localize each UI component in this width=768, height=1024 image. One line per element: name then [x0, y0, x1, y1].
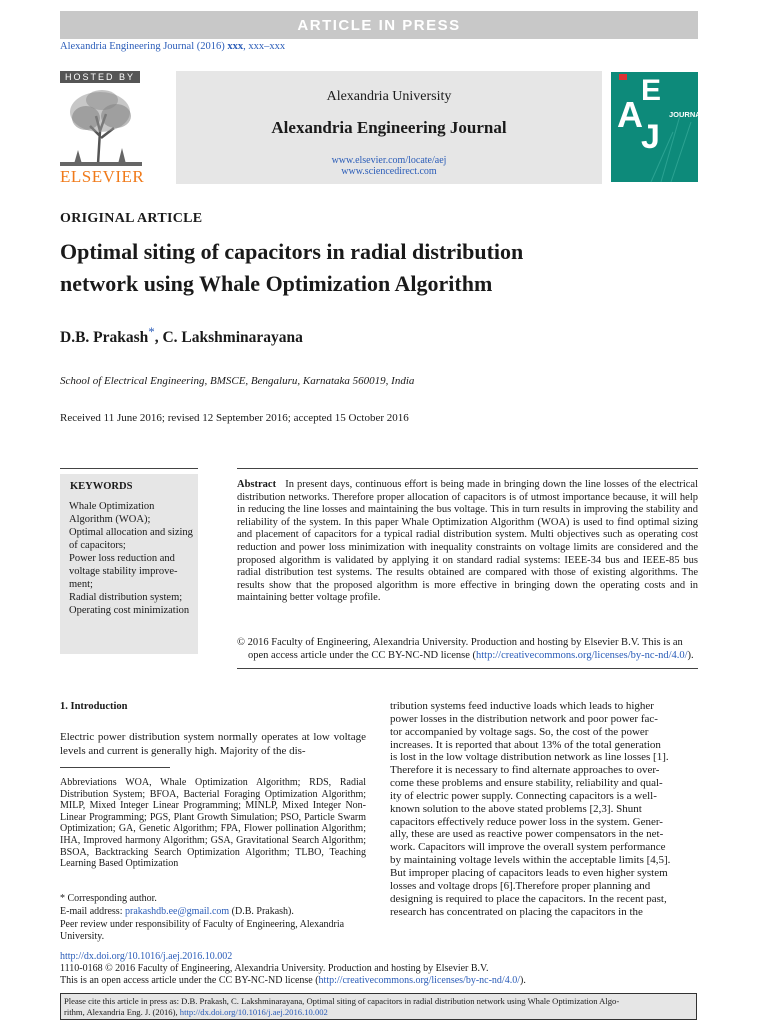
body-line: come these problems and ensure stability, reliability and qual- [390, 777, 663, 790]
body-line: Therefore it is necessary to find alternate approaches to over- [390, 764, 660, 777]
open-access-link[interactable]: http://creativecommons.org/licenses/by-nc-nd/4.0/ [318, 975, 520, 986]
article-type: ORIGINAL ARTICLE [60, 211, 203, 226]
footnote-rule [60, 767, 170, 768]
keywords-box [60, 474, 198, 654]
hosted-by-label: HOSTED BY [60, 71, 140, 83]
body-line: power losses in the distribution network and poor power fac- [390, 712, 658, 725]
abstract-license-text: open access article under the CC BY-NC-ND license ( [248, 650, 477, 661]
keyword-line: Algorithm (WOA); [69, 514, 151, 525]
intro-right-column [390, 700, 698, 918]
abbreviations-footnote: Abbreviations WOA, Whale Optimization Algorithm; RDS, Radial Distribution System; BFOA, Bacterial Foraging Optimization Algorithm; MILP, Mixed Integer Linear Programming; MINLP, Mixed Integer Non-Linear Programming; PGS, Plant Growth Simulation; PSO, Particle Swarm Optimization; GA, Genetic Algorithm; FPA, Flower pollination Algorithm; IHA, Improved harmony Algorithm; GSA, Gravitational Search Algorithm; BSOA, Backtracking Search Optimization Algorithm; TLBO, Teaching Learning Based Optimization [60, 777, 366, 870]
keyword-line: Whale Optimization [69, 501, 155, 512]
cover-letter-a: A [617, 94, 643, 135]
body-line: ally, these are used as reactive power compensators in the net- [390, 828, 664, 841]
journal-url-elsevier[interactable]: www.elsevier.com/locate/aej [331, 155, 447, 166]
body-line: But improper placing of capacitors leads to even higher system [390, 866, 668, 879]
cite-line-2-text: rithm, Alexandria Eng. J. (2016), [64, 1006, 180, 1017]
body-line: known solution to the above stated problems [2,3]. Shunt [390, 802, 642, 815]
abstract-license-end: ). [687, 650, 694, 661]
university-name: Alexandria University [326, 89, 452, 104]
section-heading-introduction: 1. Introduction [60, 701, 128, 712]
journal-name: Alexandria Engineering Journal [271, 118, 507, 137]
abstract-top-rule [237, 468, 698, 469]
keywords-top-rule [60, 468, 198, 469]
abstract-bottom-rule [237, 668, 698, 669]
keyword-line: ment; [69, 579, 93, 590]
body-line: losses and voltage drops [6].Therefore proper planning and [390, 879, 651, 892]
email-link[interactable]: prakashdb.ee@gmail.com [124, 906, 230, 917]
open-access-text: This is an open access article under the CC BY-NC-ND license ( [60, 975, 319, 986]
cover-letter-e: E [641, 74, 662, 107]
body-line: tor accompanied by voltage sags. So, the cost of the power [390, 725, 649, 738]
journal-url-sciencedirect[interactable]: www.sciencedirect.com [341, 166, 437, 177]
cover-word-journal: JOURNAL [669, 110, 706, 119]
article-title-line-2: network using Whale Optimization Algorithm [60, 271, 493, 296]
body-line: research has concentrated on placing the capacitors in the [390, 905, 643, 918]
elsevier-wordmark: ELSEVIER [60, 167, 145, 186]
cite-doi-link[interactable]: http://dx.doi.org/10.1016/j.aej.2016.10.002 [179, 1006, 328, 1017]
abstract-copyright-line-1: © 2016 Faculty of Engineering, Alexandria University. Production and hosting by Elsevier B.V. This is an [237, 637, 683, 648]
issn-line: 1110-0168 © 2016 Faculty of Engineering, Alexandria University. Production and hosting by Elsevier B.V. [60, 963, 489, 974]
abstract-label: Abstract [237, 479, 277, 490]
abstract-text: In present days, continuous effort is being made in bringing down the line losses of the electrical distribution networks. Therefore proper allocation of capacitors is of utmost importance because, it will help in reducing the line losses and maintaining the bus voltage. This in turn results in improving the stability and reliability of the system. In this paper Whale Optimization Algorithm (WOA) is used to find optimal sizing and placement of capacitors for a typical radial distribution system. Multi objectives such as operating cost reduction and power loss minimization with inequality constraints on voltage limits are considered and the proposed algorithm is validated by applying it on standard radial systems: IEEE-34 bus and IEEE-85 bus radial distribution test systems. The results obtained are compared with those of existing algorithms. The results show that the proposed algorithm is more effective in bringing down the operating costs and in maintaining better voltage profile. [237, 479, 699, 604]
doi-link[interactable]: http://dx.doi.org/10.1016/j.aej.2016.10.002 [60, 951, 233, 962]
keyword-line: voltage stability improve- [69, 566, 178, 577]
keyword-line: of capacitors; [69, 540, 126, 551]
body-line: tribution systems feed inductive loads which leads to higher [390, 700, 654, 712]
email-note [60, 906, 294, 917]
article-in-press-banner: ARTICLE IN PRESS [60, 11, 698, 39]
journal-citation-pages: , xxx–xxx [243, 41, 286, 52]
corresponding-author-note: * Corresponding author. [60, 893, 157, 904]
keyword-line: Operating cost minimization [69, 605, 190, 616]
author-separator: , [154, 329, 163, 347]
cite-this-article-box [60, 993, 697, 1020]
journal-citation-volume: xxx [227, 41, 244, 52]
author-1: D.B. Prakash [60, 329, 149, 347]
author-list [60, 324, 303, 347]
journal-cover [611, 72, 706, 182]
corresponding-author-mark[interactable]: * [148, 324, 155, 339]
affiliation: School of Electrical Engineering, BMSCE, Bengaluru, Karnataka 560019, India [60, 375, 415, 387]
peer-review-note: Peer review under responsibility of Faculty of Engineering, Alexandria University. [60, 919, 345, 942]
cite-line-1: Please cite this article in press as: D.B. Prakash, C. Lakshminarayana, Optimal siting of capacitors in radial distribution network using Whale Optimization Algo- [64, 996, 620, 1006]
email-label: E-mail address: [60, 906, 125, 917]
body-line: ity of electric power supply. Connecting capacitors is a well- [390, 789, 657, 802]
keywords-title: KEYWORDS [70, 481, 133, 492]
open-access-line [60, 975, 526, 986]
cite-line-2 [64, 1007, 693, 1018]
journal-citation-text[interactable]: Alexandria Engineering Journal (2016) [60, 41, 228, 52]
article-title-line-1: Optimal siting of capacitors in radial distribution [60, 239, 524, 264]
intro-left-column: Electric power distribution system normally operates at low voltage levels and current is generally high. Majority of the dis- [60, 731, 366, 757]
author-2: C. Lakshminarayana [162, 329, 303, 347]
cover-letter-j: J [641, 118, 660, 156]
body-line: increases. It is reported that about 13% of the total generation [390, 738, 661, 751]
body-line: work. Capacitors will improve the overall system performance [390, 841, 666, 854]
keyword-line: Power loss reduction and [69, 553, 175, 564]
open-access-end: ). [519, 975, 526, 986]
keywords-list [69, 500, 197, 617]
received-dates: Received 11 June 2016; revised 12 September 2016; accepted 15 October 2016 [60, 412, 409, 424]
abstract-copyright-line-2 [248, 650, 700, 663]
body-line: is lost in the low voltage distribution network as line losses [1]. [390, 751, 669, 764]
body-line: by maintaining voltage levels within the acceptable limits [4,5]. [390, 854, 671, 867]
keyword-line: Radial distribution system; [69, 592, 183, 603]
article-title [60, 236, 660, 300]
journal-header [176, 71, 602, 184]
keyword-line: Optimal allocation and sizing [69, 527, 193, 538]
elsevier-tree-logo [60, 86, 142, 166]
body-line: designing is required to place the capacitors. In the recent past, [390, 892, 667, 905]
body-line: capacitors effectively reduce power loss in the system. Gener- [390, 815, 663, 828]
abstract [237, 479, 698, 605]
abstract-license-link[interactable]: http://creativecommons.org/licenses/by-nc-nd/4.0/ [476, 650, 688, 661]
email-name: (D.B. Prakash). [229, 906, 294, 917]
journal-citation [60, 41, 285, 52]
